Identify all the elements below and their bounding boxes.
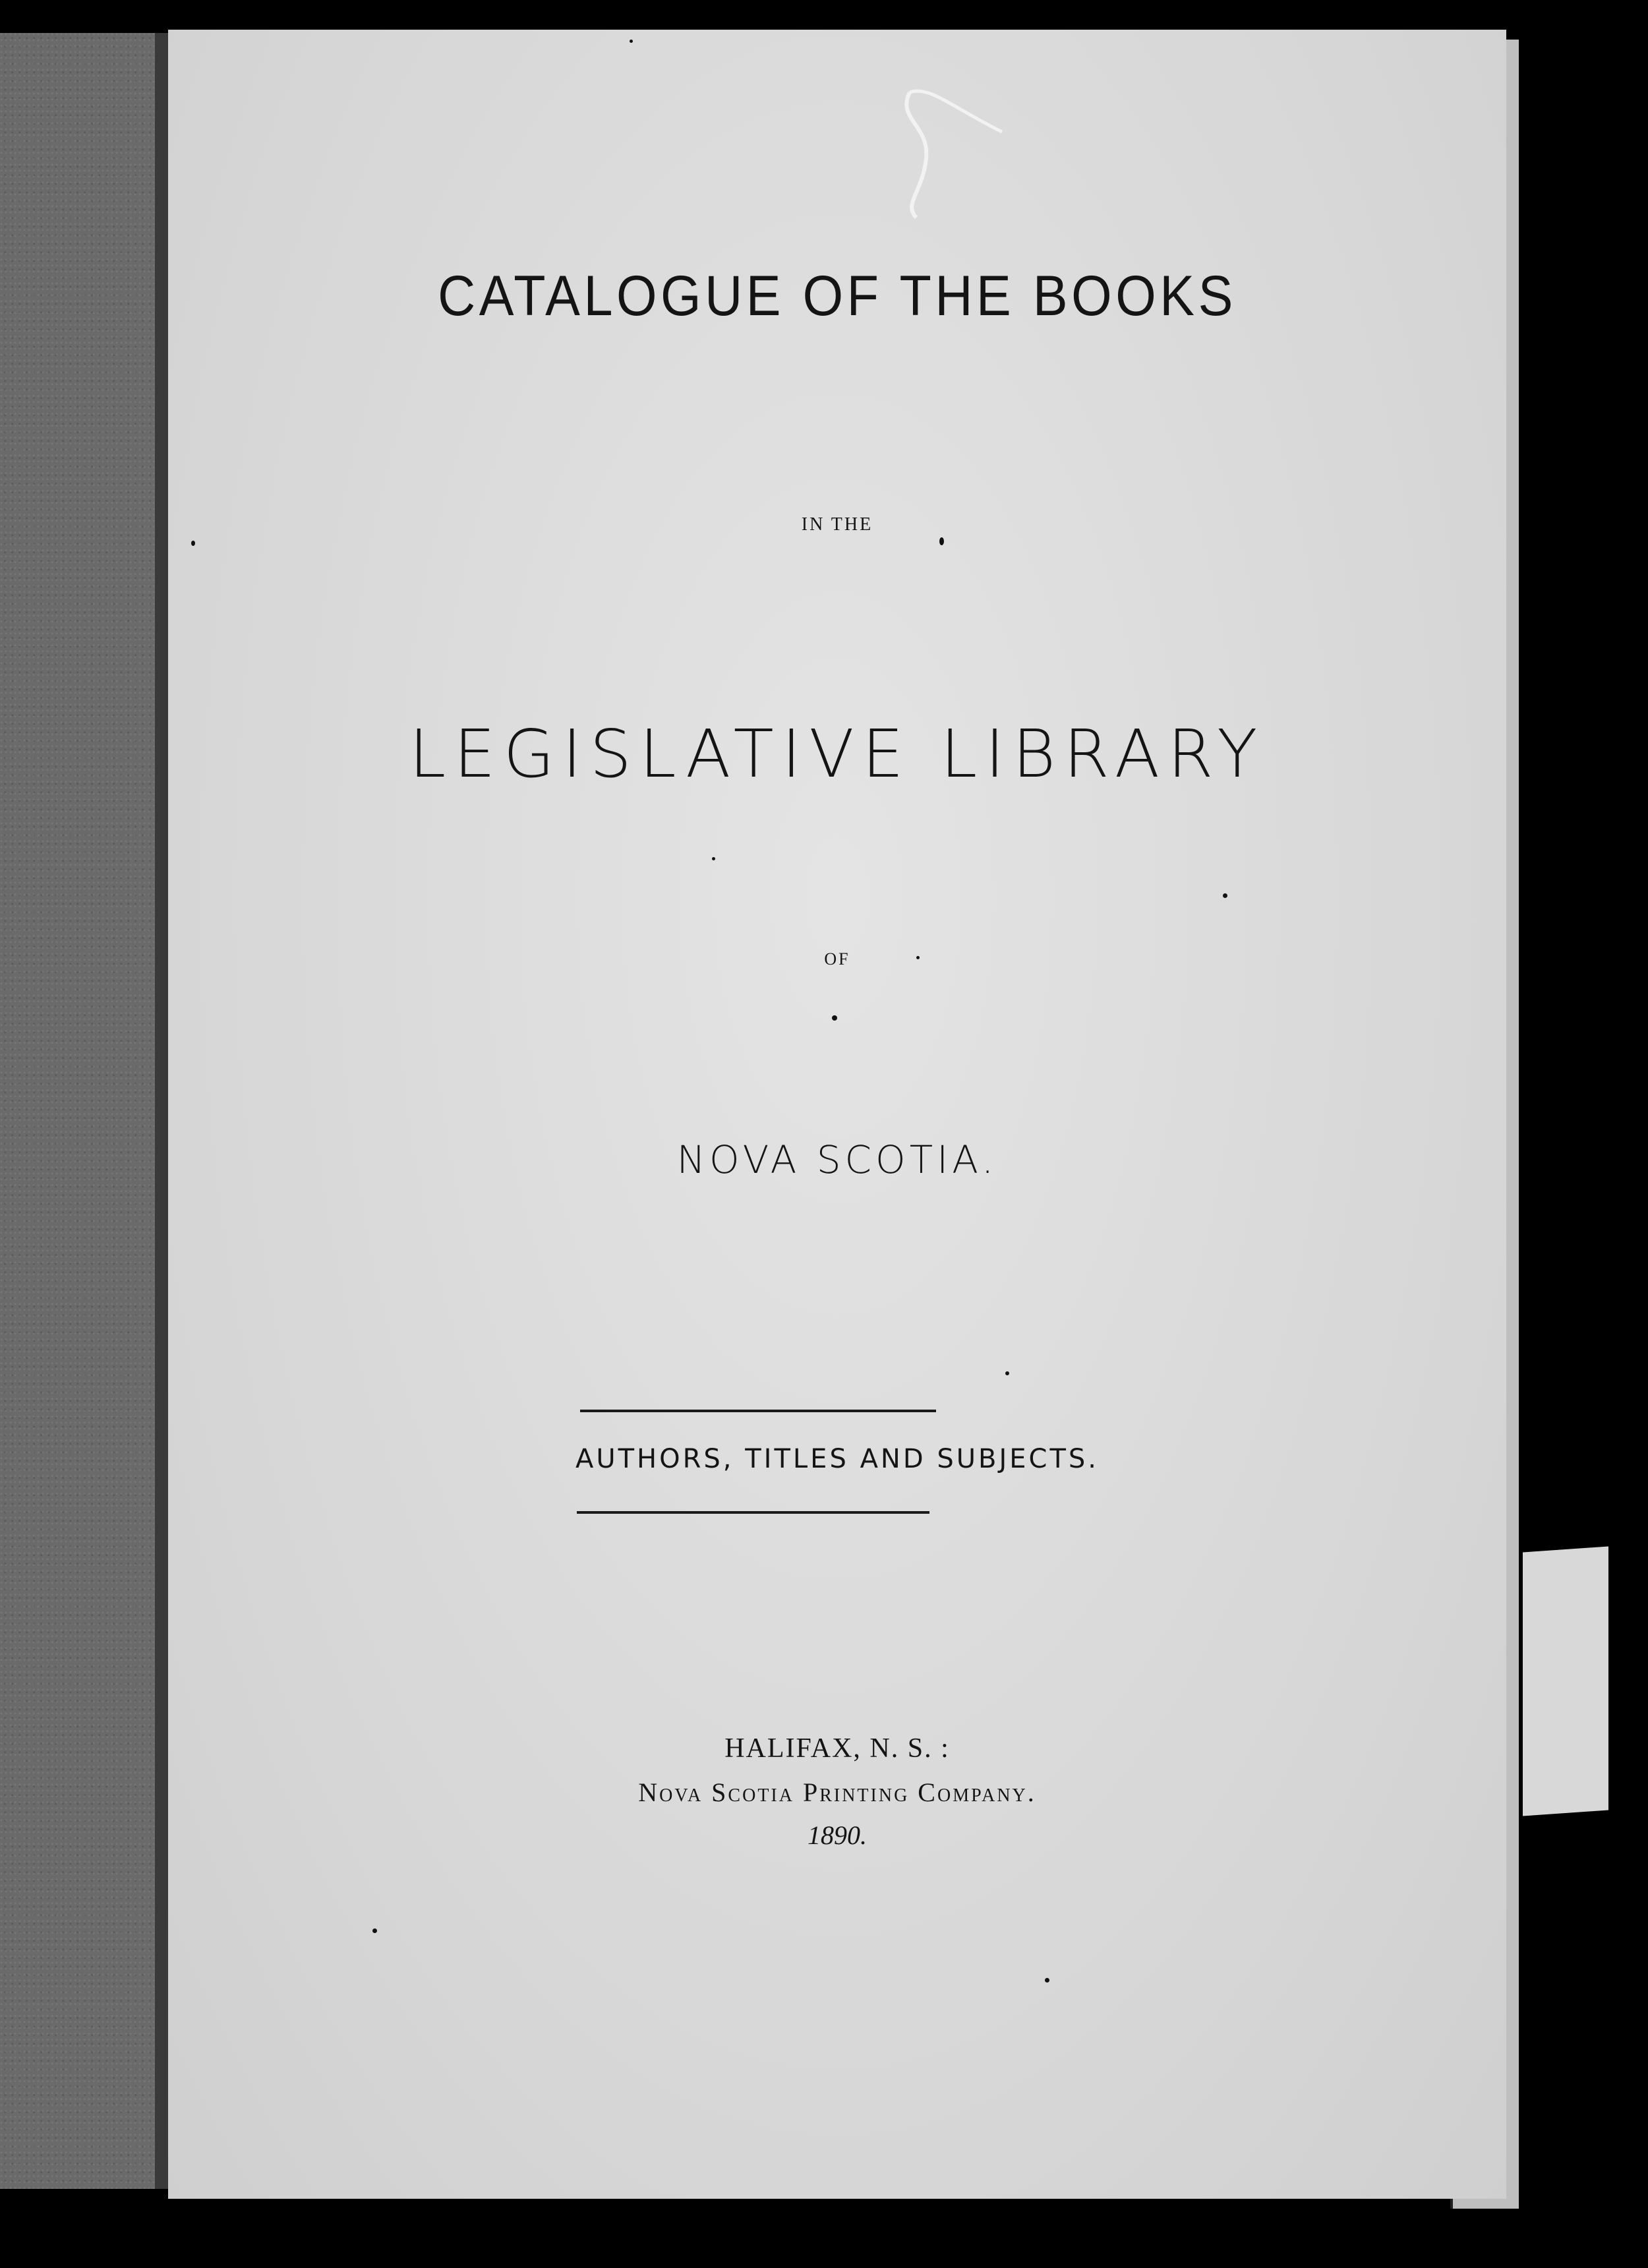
ink-speck bbox=[191, 541, 195, 546]
imprint-year: 1890. bbox=[808, 1820, 867, 1850]
imprint-publisher: Nova Scotia Printing Company. bbox=[638, 1777, 1036, 1807]
in-the-text: IN THE bbox=[801, 514, 873, 535]
ink-speck bbox=[712, 857, 715, 860]
ink-speck bbox=[939, 537, 944, 545]
bottom-rule bbox=[577, 1511, 929, 1514]
ink-speck bbox=[1223, 893, 1227, 898]
of-text: OF bbox=[824, 949, 850, 969]
book-cover-board bbox=[0, 33, 168, 2189]
title-page bbox=[168, 30, 1506, 2199]
ink-speck bbox=[1045, 1978, 1049, 1983]
place-title: NOVA SCOTIA. bbox=[676, 1137, 998, 1182]
ink-speck bbox=[1005, 1371, 1009, 1375]
subtitle: AUTHORS, TITLES AND SUBJECTS. bbox=[575, 1444, 1100, 1474]
ink-speck bbox=[832, 1015, 837, 1021]
ink-speck bbox=[372, 1928, 377, 1933]
paper-fragment bbox=[1523, 1546, 1608, 1816]
imprint-city: HALIFAX, N. S. : bbox=[724, 1733, 950, 1764]
library-title: LEGISLATIVE LIBRARY bbox=[409, 715, 1266, 792]
ink-speck bbox=[630, 40, 633, 43]
hair-mark bbox=[890, 79, 1022, 231]
top-rule bbox=[580, 1410, 936, 1412]
catalogue-title: CATALOGUE OF THE BOOKS bbox=[438, 264, 1237, 328]
